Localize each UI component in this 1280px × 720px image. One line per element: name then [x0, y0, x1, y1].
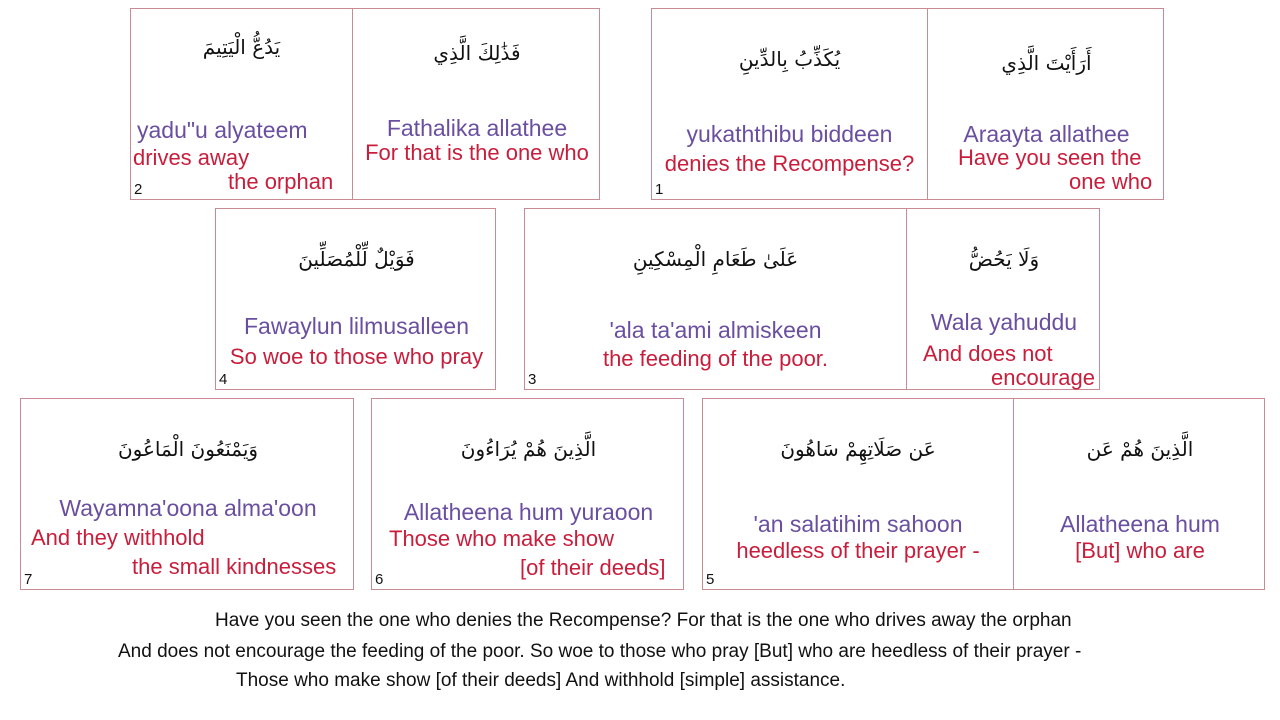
verse-number: 6 — [375, 571, 384, 588]
transliteration-text: Fathalika allathee — [386, 115, 568, 141]
arabic-text: عَلَىٰ طَعَامِ الْمِسْكِينِ — [632, 247, 799, 271]
transliteration-text: Wala yahuddu — [930, 309, 1078, 335]
verse-number: 2 — [134, 181, 143, 198]
transliteration-text: Araayta allathee — [963, 121, 1130, 147]
meaning-text — [525, 347, 906, 371]
verse-box-5 — [702, 398, 1265, 590]
translation-line: Have you seen the one who denies the Recompense? For that is the one who drives away the orphan — [215, 610, 1072, 631]
arabic-text: الَّذِينَ هُمْ عَن — [1086, 437, 1194, 461]
verse-number: 3 — [528, 371, 537, 388]
meaning-line: drives away — [133, 145, 250, 170]
word-cell — [21, 399, 355, 589]
word-cell — [525, 209, 906, 389]
word-cell — [703, 399, 1013, 589]
transliteration-text: 'ala ta'ami almiskeen — [609, 317, 822, 343]
word-cell — [372, 399, 685, 589]
verse-box-2 — [130, 8, 600, 200]
arabic-text: وَيَمْنَعُونَ الْمَاعُونَ — [117, 437, 259, 461]
meaning-text — [1014, 539, 1266, 563]
arabic-text: فَذَٰلِكَ الَّذِي — [433, 41, 521, 65]
transliteration-text: Allatheena hum — [1060, 511, 1220, 537]
meaning-text — [21, 526, 355, 579]
meaning-line: And they withhold — [31, 525, 205, 550]
word-cell — [1013, 399, 1266, 589]
meaning-text — [131, 146, 352, 194]
meaning-line: heedless of their prayer - — [736, 538, 980, 563]
meaning-line: one who — [1069, 169, 1153, 194]
verse-box-7 — [20, 398, 354, 590]
verse-number: 4 — [219, 371, 228, 388]
arabic-text: وَلَا يَحُضُّ — [968, 247, 1040, 271]
word-cell — [906, 209, 1101, 389]
meaning-line: [of their deeds] — [520, 555, 666, 580]
verse-number: 1 — [655, 181, 664, 198]
verse-number: 5 — [706, 571, 715, 588]
arabic-text: أَرَأَيْتَ الَّذِي — [1001, 51, 1092, 75]
transliteration-text: 'an salatihim sahoon — [753, 511, 963, 537]
transliteration-text: Fawaylun lilmusalleen — [244, 313, 469, 339]
word-cell — [352, 9, 601, 199]
arabic-text: يُكَذِّبُ بِالدِّينِ — [738, 47, 841, 71]
verse-box-4 — [215, 208, 496, 390]
meaning-line: the orphan — [228, 169, 334, 194]
meaning-line: Have you seen the — [958, 145, 1142, 170]
meaning-line: For that is the one who — [365, 140, 589, 165]
word-cell — [216, 209, 497, 389]
word-cell — [131, 9, 352, 199]
meaning-line: the feeding of the poor. — [602, 346, 829, 371]
meaning-line: the small kindnesses — [132, 554, 337, 579]
meaning-text — [372, 527, 685, 580]
translation-line: Those who make show [of their deeds] And withhold [simple] assistance. — [236, 670, 846, 691]
verse-box-3 — [524, 208, 1100, 390]
meaning-line: [But] who are — [1075, 538, 1205, 563]
arabic-text: يَدُعُّ الْيَتِيمَ — [202, 35, 281, 59]
meaning-line: Those who make show — [389, 526, 614, 551]
transliteration-text: yukaththibu biddeen — [686, 121, 893, 147]
verse-number: 7 — [24, 571, 33, 588]
meaning-line: encourage — [991, 365, 1095, 390]
arabic-text: الَّذِينَ هُمْ يُرَاءُونَ — [460, 437, 597, 461]
meaning-text — [907, 342, 1101, 390]
word-cell — [652, 9, 927, 199]
verse-box-1 — [651, 8, 1164, 200]
meaning-text — [703, 539, 1013, 563]
arabic-text: عَن صَلَاتِهِمْ سَاهُونَ — [780, 437, 936, 461]
meaning-line: denies the Recompense? — [664, 151, 915, 176]
meaning-text — [928, 146, 1165, 194]
transliteration-text: Wayamna'oona alma'oon — [59, 495, 317, 521]
meaning-line: And does not — [923, 341, 1053, 366]
transliteration-text: yadu"u alyateem — [137, 117, 308, 143]
arabic-text: فَوَيْلٌ لِّلْمُصَلِّينَ — [298, 247, 415, 271]
meaning-text — [216, 345, 497, 369]
meaning-line: So woe to those who pray — [229, 344, 484, 369]
transliteration-text: Allatheena hum yuraoon — [403, 499, 654, 525]
word-cell — [927, 9, 1165, 199]
translation-line: And does not encourage the feeding of the poor. So woe to those who pray [But] who are heedless of their prayer - — [118, 641, 1082, 662]
meaning-text — [652, 152, 927, 176]
meaning-text — [353, 141, 601, 165]
verse-box-6 — [371, 398, 684, 590]
